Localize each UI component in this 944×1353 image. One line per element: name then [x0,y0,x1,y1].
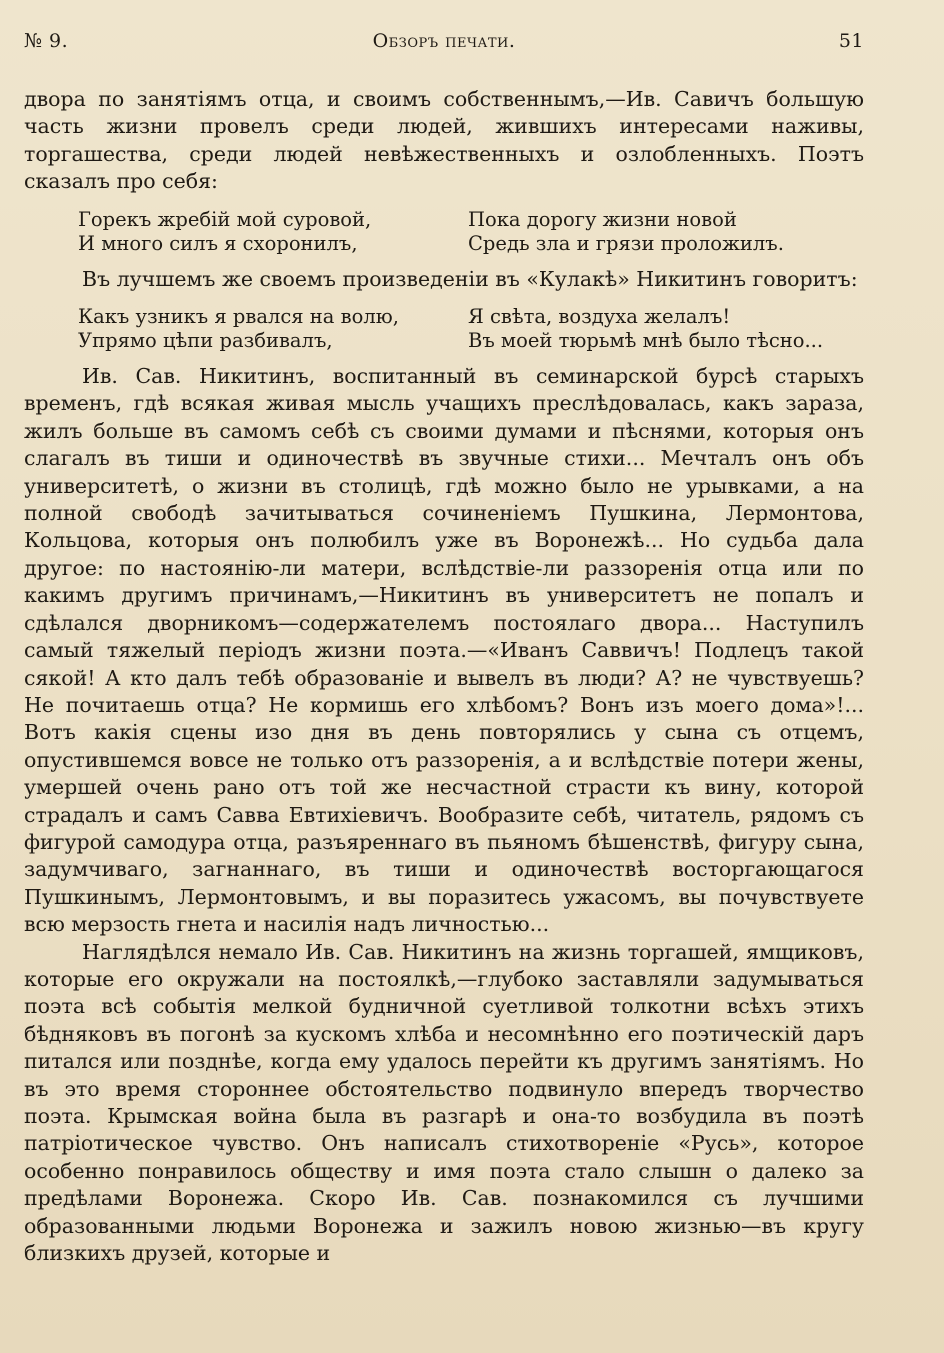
paragraph-1: двора по занятіямъ отца, и своимъ собственнымъ,—Ив. Савичъ большую часть жизни провелъ среди людей, жившихъ интересами наживы, торгашества, среди людей невѣжественныхъ и озлобленныхъ. Поэтъ сказалъ про себя: [24,87,864,194]
verse-quote-2 [24,305,864,353]
verse-quote-1 [24,208,864,256]
paragraph-3: Ив. Сав. Никитинъ, воспитанный въ семинарской бурсѣ старыхъ временъ, гдѣ всякая живая мысль учащихъ преслѣдовалась, какъ зараза, жилъ больше въ самомъ себѣ съ своими думами и пѣснями, которыя онъ слагалъ въ тиши и одиночествѣ въ звучные стихи... Мечталъ онъ объ университетѣ, о жизни въ столицѣ, гдѣ можно было не урывками, а на полной свободѣ зачитываться сочиненіемъ Пушкина, Лермонтова, Кольцова, которыя онъ полюбилъ уже въ Воронежѣ... Но судьба дала другое: по настоянію-ли матери, вслѣдствіе-ли раззоренія отца или по какимъ другимъ причинамъ,—Никитинъ въ университетъ не попалъ и сдѣлался дворникомъ—содержателемъ постоялаго двора... Наступилъ самый тяжелый періодъ жизни поэта.—«Иванъ Саввичъ! Подлецъ такой сякой! А кто далъ тебѣ образованіе и вывелъ въ люди? А? не чувствуешь? Не почитаешь отца? Не кормишь его хлѣбомъ? Вонъ изъ моего дома»!... Вотъ какія сцены изо дня въ день повторялись у сына съ отцемъ, опустившемся вовсе не только отъ раззоренія, а и вслѣдствіе потери жены, умершей очень рано отъ той же несчастной страсти къ вину, которой страдалъ и самъ Савва Евтихіевичъ. Вообразите себѣ, читатель, рядомъ съ фигурой самодура отца, разъяреннаго въ пьяномъ бѣшенствѣ, фигуру сына, задумчиваго, загнаннаго, въ тиши и одиночествѣ восторгающагося Пушкинымъ, Лермонтовымъ, и вы поразитесь ужасомъ, вы почувствуете всю мерзость гнета и насилія надъ личностью... [24,364,864,937]
verse-line: Упрямо цѣпи разбивалъ, [78,329,333,353]
section-title: Обзоръ печати. [372,30,516,52]
verse-line: Я свѣта, воздуха желалъ! [468,305,731,329]
running-header [24,30,864,58]
verse-line: Пока дорогу жизни новой [468,207,737,231]
verse-line: И много силъ я схоронилъ, [78,231,358,255]
paragraph-4: Наглядѣлся немало Ив. Сав. Никитинъ на жизнь торгашей, ямщиковъ, которые его окружали на постоялкѣ,—глубоко заставляли задумываться поэта всѣ событія мелкой будничной суетливой толкотни всѣхъ этихъ бѣдняковъ въ погонѣ за кускомъ хлѣба и несомнѣнно его поэтическій даръ питался или позднѣе, когда ему удалось перейти къ другимъ занятіямъ. Но въ это время стороннее обстоятельство подвинуло впередъ творчество поэта. Крымская война была въ разгарѣ и она-то возбудила въ поэтѣ патріотическое чувство. Онъ написалъ стихотвореніе «Русь», которое особенно понравилось обществу и имя поэта стало слышн о далеко за предѣлами Воронежа. Скоро Ив. Сав. познакомился съ лучшими образованными людьми Воронежа и зажилъ новою жизнью—въ кругу близкихъ друзей, которые и [24,939,864,1266]
verse-line: Горекъ жребій мой суровой, [78,207,372,231]
verse-line: Въ моей тюрьмѣ мнѣ было тѣсно... [468,329,824,353]
issue-number: № 9. [24,30,69,52]
article-body [24,86,864,1267]
paragraph-2: Въ лучшемъ же своемъ произведеніи въ «Кулакѣ» Никитинъ говоритъ: [82,266,858,291]
verse-line: Средь зла и грязи проложилъ. [468,231,784,255]
page-number: 51 [838,30,864,52]
verse-line: Какъ узникъ я рвался на волю, [78,305,399,329]
